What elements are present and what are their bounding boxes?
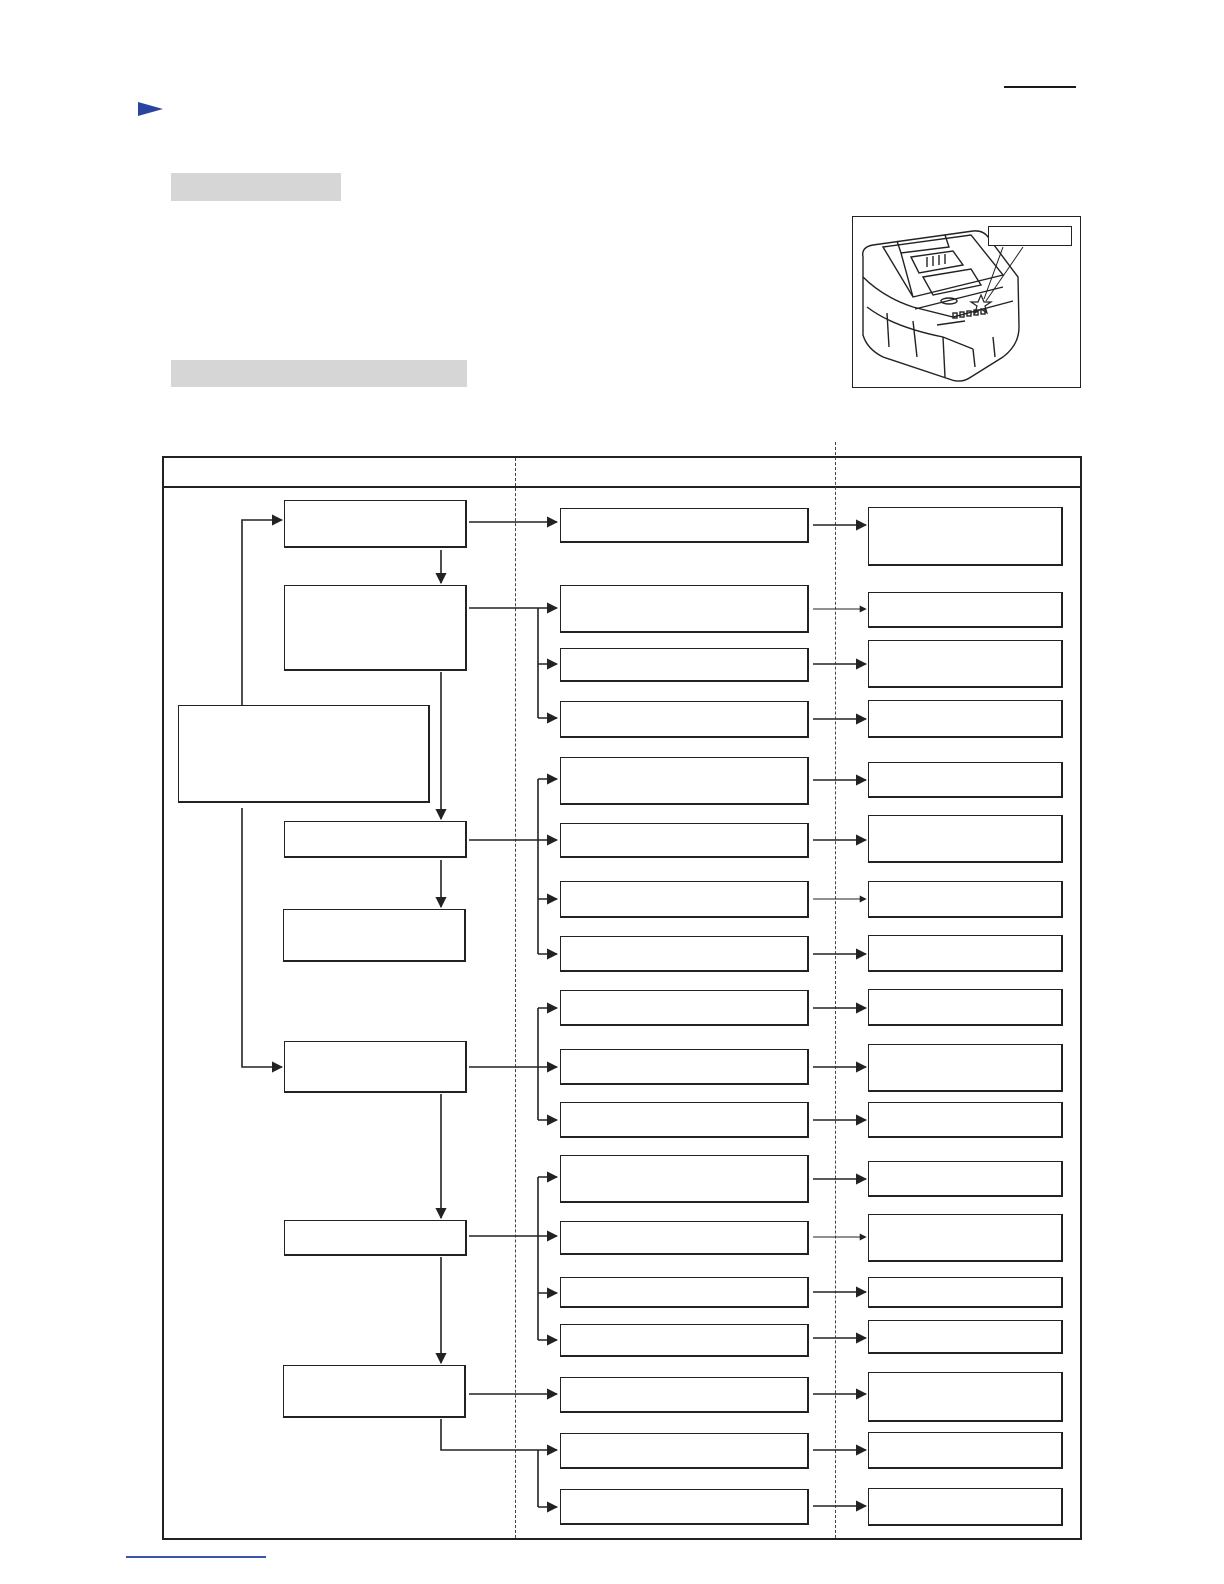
footer-page-link[interactable]: [126, 1556, 266, 1558]
